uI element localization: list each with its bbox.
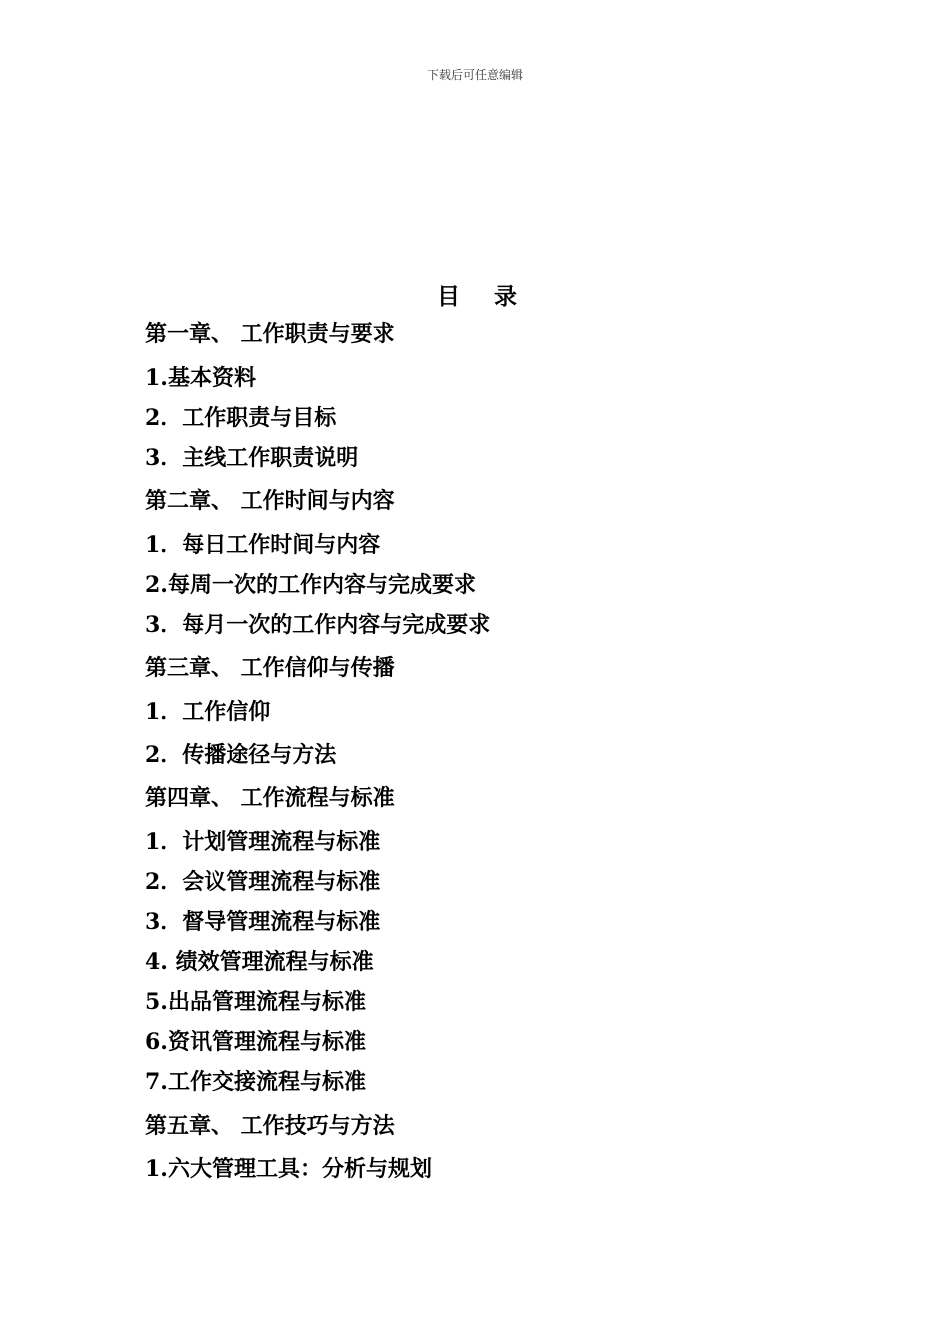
toc-item[interactable]: 2．会议管理流程与标准 (145, 869, 381, 895)
toc-item[interactable]: 3．每月一次的工作内容与完成要求 (145, 612, 491, 638)
toc-item[interactable]: 6.资讯管理流程与标准 (145, 1029, 366, 1055)
toc-chapter-5[interactable]: 第五章、 工作技巧与方法 (145, 1113, 395, 1139)
toc-item[interactable]: 5.出品管理流程与标准 (145, 989, 366, 1015)
toc-chapter-4[interactable]: 第四章、 工作流程与标准 (145, 785, 395, 811)
toc-chapter-1[interactable]: 第一章、 工作职责与要求 (145, 321, 395, 347)
toc-chapter-2[interactable]: 第二章、 工作时间与内容 (145, 488, 395, 514)
toc-item[interactable]: 2．工作职责与目标 (145, 405, 337, 431)
toc-item[interactable]: 1.六大管理工具：分析与规划 (145, 1156, 432, 1182)
toc-title (437, 278, 517, 311)
toc-item[interactable]: 4. 绩效管理流程与标准 (145, 949, 374, 975)
toc-item[interactable]: 3．督导管理流程与标准 (145, 909, 381, 935)
page-header: 下载后可任意编辑 (426, 68, 523, 82)
toc-chapter-3[interactable]: 第三章、 工作信仰与传播 (145, 655, 395, 681)
toc-item[interactable]: 1．每日工作时间与内容 (145, 532, 381, 558)
toc-item[interactable]: 1.基本资料 (145, 365, 256, 391)
toc-title-right: 录 (494, 283, 517, 310)
toc-item[interactable]: 1．工作信仰 (145, 699, 271, 725)
toc-item[interactable]: 2．传播途径与方法 (145, 742, 337, 768)
toc-item[interactable]: 7.工作交接流程与标准 (145, 1069, 366, 1095)
toc-title-left: 目 (437, 283, 460, 310)
toc-item[interactable]: 1．计划管理流程与标准 (145, 829, 381, 855)
toc-item[interactable]: 2.每周一次的工作内容与完成要求 (145, 572, 476, 598)
toc-item[interactable]: 3．主线工作职责说明 (145, 445, 359, 471)
